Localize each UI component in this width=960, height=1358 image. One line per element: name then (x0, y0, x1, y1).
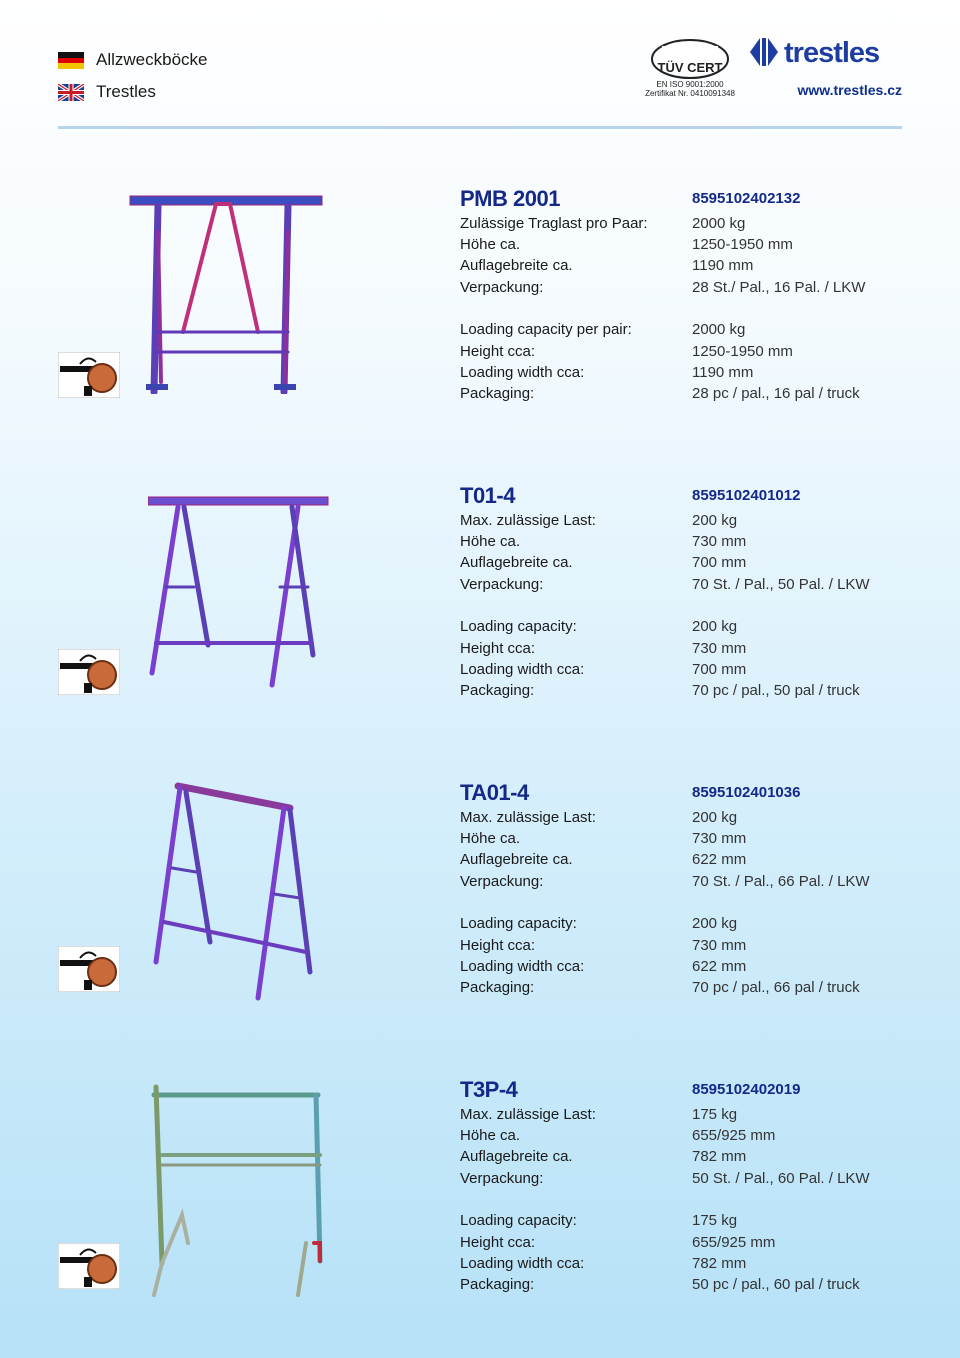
spec-label: Packaging: (460, 979, 535, 996)
spec-value: 28 St./ Pal., 16 Pal. / LKW (692, 279, 866, 296)
english-language-row (58, 82, 156, 102)
spec-label: Loading capacity: (460, 1212, 577, 1229)
tuv-cert-logo (640, 38, 740, 98)
spec-label: Loading capacity per pair: (460, 321, 632, 338)
uk-flag-icon (58, 84, 84, 101)
spec-value: 700 mm (692, 661, 747, 678)
spec-value: 70 St. / Pal., 66 Pal. / LKW (692, 873, 870, 890)
spec-label: Auflagebreite ca. (460, 1148, 573, 1165)
product-title: T01-4 (460, 483, 515, 508)
pallet-packaging-icon (58, 1243, 120, 1289)
spec-label: Loading width cca: (460, 958, 585, 975)
product-title: PMB 2001 (460, 186, 560, 211)
spec-label: Auflagebreite ca. (460, 851, 573, 868)
spec-value: 782 mm (692, 1255, 747, 1272)
trestles-emblem-icon (750, 38, 778, 66)
spec-label: Verpackung: (460, 1170, 544, 1187)
spec-label: Max. zulässige Last: (460, 809, 596, 826)
cert-standard: EN ISO 9001:2000 (656, 80, 724, 89)
spec-value: 200 kg (692, 512, 738, 529)
spec-label: Loading width cca: (460, 661, 585, 678)
trestle-ta01-image (150, 772, 320, 1002)
label-german: Allzweckböcke (96, 50, 208, 69)
spec-label: Höhe ca. (460, 1127, 521, 1144)
cert-badge-text: TÜV CERT (657, 60, 723, 75)
tuv-cert-emblem-icon (640, 38, 740, 80)
product-ean: 8595102402019 (692, 1081, 801, 1098)
spec-label: Loading width cca: (460, 364, 585, 381)
spec-label: Loading capacity: (460, 915, 577, 932)
spec-value: 1190 mm (692, 257, 754, 274)
spec-label: Zulässige Traglast pro Paar: (460, 215, 648, 232)
trestle-t3p-image (148, 1083, 328, 1303)
spec-value: 70 St. / Pal., 50 Pal. / LKW (692, 576, 870, 593)
pallet-packaging-icon (58, 649, 120, 695)
spec-value: 70 pc / pal., 66 pal / truck (692, 979, 860, 996)
product-t01-4 (0, 483, 960, 723)
spec-value: 1190 mm (692, 364, 754, 381)
product-pmb-2001 (0, 186, 960, 426)
german-language-row (58, 50, 208, 70)
spec-value: 655/925 mm (692, 1234, 776, 1251)
trestles-brand-logo (746, 34, 906, 70)
spec-label: Verpackung: (460, 576, 544, 593)
pallet-packaging-icon (58, 946, 120, 992)
spec-label: Höhe ca. (460, 236, 521, 253)
product-ta01-4 (0, 780, 960, 1020)
brand-name: trestles (784, 37, 880, 69)
trestle-pmb-image (128, 192, 324, 394)
header-divider (58, 126, 902, 129)
spec-value: 1250-1950 mm (692, 343, 793, 360)
spec-value: 50 St. / Pal., 60 Pal. / LKW (692, 1170, 870, 1187)
spec-label: Höhe ca. (460, 533, 521, 550)
spec-label: Height cca: (460, 343, 536, 360)
product-ean: 8595102401012 (692, 487, 801, 504)
spec-value: 782 mm (692, 1148, 747, 1165)
spec-label: Auflagebreite ca. (460, 257, 573, 274)
spec-value: 200 kg (692, 809, 738, 826)
germany-flag-icon (58, 52, 84, 69)
pallet-packaging-icon (58, 352, 120, 398)
spec-label: Verpackung: (460, 873, 544, 890)
spec-value: 730 mm (692, 937, 747, 954)
spec-value: 28 pc / pal., 16 pal / truck (692, 385, 860, 402)
product-ean: 8595102401036 (692, 784, 801, 801)
spec-label: Loading width cca: (460, 1255, 585, 1272)
spec-value: 200 kg (692, 915, 738, 932)
spec-value: 175 kg (692, 1212, 738, 1229)
spec-value: 2000 kg (692, 215, 746, 232)
spec-value: 200 kg (692, 618, 738, 635)
spec-value: 730 mm (692, 533, 747, 550)
spec-label: Auflagebreite ca. (460, 554, 573, 571)
product-title: TA01-4 (460, 780, 529, 805)
label-english: Trestles (96, 82, 156, 101)
spec-label: Height cca: (460, 640, 536, 657)
spec-value: 50 pc / pal., 60 pal / truck (692, 1276, 860, 1293)
trestle-t01-image (148, 495, 330, 693)
spec-label: Höhe ca. (460, 830, 521, 847)
spec-value: 2000 kg (692, 321, 746, 338)
product-ean: 8595102402132 (692, 190, 801, 207)
spec-label: Height cca: (460, 937, 536, 954)
spec-label: Packaging: (460, 1276, 535, 1293)
spec-label: Max. zulässige Last: (460, 512, 596, 529)
spec-label: Packaging: (460, 385, 535, 402)
spec-value: 655/925 mm (692, 1127, 776, 1144)
cert-number: Zertifikat Nr. 0410091348 (645, 89, 735, 98)
spec-label: Packaging: (460, 682, 535, 699)
spec-value: 700 mm (692, 554, 747, 571)
spec-value: 70 pc / pal., 50 pal / truck (692, 682, 860, 699)
spec-label: Verpackung: (460, 279, 544, 296)
product-title: T3P-4 (460, 1077, 518, 1102)
spec-value: 175 kg (692, 1106, 738, 1123)
spec-value: 730 mm (692, 830, 747, 847)
product-t3p-4 (0, 1077, 960, 1317)
spec-label: Height cca: (460, 1234, 536, 1251)
spec-value: 622 mm (692, 958, 747, 975)
spec-label: Loading capacity: (460, 618, 577, 635)
spec-label: Max. zulässige Last: (460, 1106, 596, 1123)
website-link[interactable]: www.trestles.cz (797, 82, 902, 98)
spec-value: 730 mm (692, 640, 747, 657)
spec-value: 622 mm (692, 851, 747, 868)
spec-value: 1250-1950 mm (692, 236, 793, 253)
